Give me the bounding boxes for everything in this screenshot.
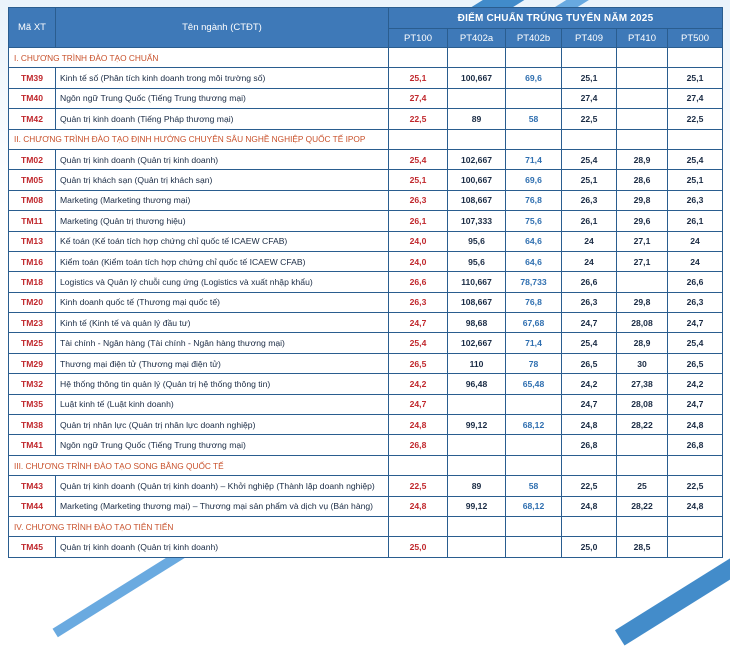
table-row	[9, 68, 723, 88]
score-cell: 76,8	[506, 190, 562, 210]
score-cell: 27,4	[668, 88, 723, 108]
score-cell: 26,5	[668, 353, 723, 373]
score-cell: 26,3	[668, 190, 723, 210]
score-cell	[448, 435, 506, 455]
score-cell: 75,6	[506, 211, 562, 231]
score-cell: 24,2	[389, 374, 448, 394]
score-cell	[617, 88, 668, 108]
score-cell: 26,3	[562, 292, 617, 312]
score-cell	[617, 109, 668, 129]
score-cell: 24,2	[668, 374, 723, 394]
score-cell: 25,0	[562, 537, 617, 557]
table-row	[9, 272, 723, 292]
table-row	[9, 109, 723, 129]
score-cell	[448, 88, 506, 108]
score-cell: 28,22	[617, 496, 668, 516]
table-row	[9, 476, 723, 496]
empty-cell	[562, 48, 617, 68]
program-code: TM43	[9, 476, 56, 496]
header-program-name: Tên ngành (CTĐT)	[56, 8, 389, 48]
table-row	[9, 251, 723, 271]
program-name: Tài chính - Ngân hàng (Tài chính - Ngân hàng thương mại)	[56, 333, 389, 353]
score-cell: 24,8	[562, 415, 617, 435]
empty-cell	[668, 129, 723, 149]
program-name: Ngôn ngữ Trung Quốc (Tiếng Trung thương mại)	[56, 88, 389, 108]
program-code: TM38	[9, 415, 56, 435]
program-name: Kinh tế số (Phân tích kinh doanh trong môi trường số)	[56, 68, 389, 88]
score-cell: 24,8	[562, 496, 617, 516]
score-cell: 24,7	[389, 313, 448, 333]
empty-cell	[389, 516, 448, 536]
score-cell	[448, 537, 506, 557]
score-cell: 67,68	[506, 313, 562, 333]
table-row	[9, 149, 723, 169]
score-cell: 89	[448, 476, 506, 496]
score-cell	[668, 537, 723, 557]
score-cell: 69,6	[506, 68, 562, 88]
empty-cell	[448, 129, 506, 149]
score-cell	[617, 272, 668, 292]
score-cell: 24,8	[668, 496, 723, 516]
table-row	[9, 190, 723, 210]
header-method: PT402a	[448, 29, 506, 48]
score-cell: 27,4	[562, 88, 617, 108]
table-row	[9, 170, 723, 190]
score-cell: 24,0	[389, 231, 448, 251]
score-cell: 107,333	[448, 211, 506, 231]
score-cell: 25,4	[389, 333, 448, 353]
program-code: TM02	[9, 149, 56, 169]
score-cell: 71,4	[506, 333, 562, 353]
score-cell: 58	[506, 476, 562, 496]
score-cell: 22,5	[668, 476, 723, 496]
table-row	[9, 415, 723, 435]
score-cell: 68,12	[506, 415, 562, 435]
admission-score-table	[8, 7, 723, 558]
program-name: Marketing (Marketing thương mại) – Thương mại sản phẩm và dịch vụ (Bán hàng)	[56, 496, 389, 516]
score-cell: 25,1	[562, 170, 617, 190]
score-cell: 30	[617, 353, 668, 373]
table-row	[9, 211, 723, 231]
score-cell: 28,22	[617, 415, 668, 435]
table-row	[9, 374, 723, 394]
score-cell: 89	[448, 109, 506, 129]
score-cell: 28,9	[617, 333, 668, 353]
score-cell: 108,667	[448, 190, 506, 210]
score-cell: 98,68	[448, 313, 506, 333]
table-row	[9, 313, 723, 333]
score-cell: 24	[562, 231, 617, 251]
empty-cell	[668, 48, 723, 68]
score-cell: 108,667	[448, 292, 506, 312]
header-method: PT100	[389, 29, 448, 48]
program-name: Hệ thống thông tin quản lý (Quản trị hệ thống thông tin)	[56, 374, 389, 394]
score-cell: 26,8	[389, 435, 448, 455]
score-cell: 26,1	[389, 211, 448, 231]
section-row	[9, 129, 723, 149]
section-label: II. CHƯƠNG TRÌNH ĐÀO TẠO ĐỊNH HƯỚNG CHUYÊN SÂU NGHỀ NGHIỆP QUỐC TẾ IPOP	[9, 129, 389, 149]
program-code: TM39	[9, 68, 56, 88]
score-cell: 24,7	[562, 313, 617, 333]
score-cell: 26,5	[562, 353, 617, 373]
score-cell: 28,9	[617, 149, 668, 169]
score-cell: 76,8	[506, 292, 562, 312]
program-code: TM45	[9, 537, 56, 557]
program-code: TM41	[9, 435, 56, 455]
program-code: TM16	[9, 251, 56, 271]
program-name: Kế toán (Kế toán tích hợp chứng chỉ quốc tế ICAEW CFAB)	[56, 231, 389, 251]
empty-cell	[562, 516, 617, 536]
section-row	[9, 455, 723, 475]
program-code: TM18	[9, 272, 56, 292]
table-row	[9, 394, 723, 414]
program-code: TM29	[9, 353, 56, 373]
score-cell: 24,7	[389, 394, 448, 414]
program-name: Quản trị kinh doanh (Quản trị kinh doanh) – Khởi nghiệp (Thành lập doanh nghiệp)	[56, 476, 389, 496]
table-row	[9, 353, 723, 373]
score-cell: 99,12	[448, 496, 506, 516]
score-cell: 102,667	[448, 149, 506, 169]
table-row	[9, 292, 723, 312]
score-cell: 24,7	[668, 313, 723, 333]
section-row	[9, 516, 723, 536]
header-method: PT402b	[506, 29, 562, 48]
score-cell	[506, 435, 562, 455]
program-name: Kiểm toán (Kiểm toán tích hợp chứng chỉ quốc tế ICAEW CFAB)	[56, 251, 389, 271]
header-method: PT409	[562, 29, 617, 48]
score-cell: 27,1	[617, 231, 668, 251]
score-cell: 78	[506, 353, 562, 373]
program-name: Quản trị kinh doanh (Tiếng Pháp thương mại)	[56, 109, 389, 129]
score-cell: 71,4	[506, 149, 562, 169]
score-cell: 25,4	[562, 333, 617, 353]
score-cell: 26,3	[389, 190, 448, 210]
section-label: I. CHƯƠNG TRÌNH ĐÀO TẠO CHUẨN	[9, 48, 389, 68]
program-code: TM25	[9, 333, 56, 353]
program-name: Quản trị khách sạn (Quản trị khách sạn)	[56, 170, 389, 190]
score-cell: 96,48	[448, 374, 506, 394]
score-cell: 68,12	[506, 496, 562, 516]
score-cell: 100,667	[448, 170, 506, 190]
section-row	[9, 48, 723, 68]
program-name: Thương mại điện tử (Thương mại điện tử)	[56, 353, 389, 373]
empty-cell	[562, 455, 617, 475]
program-code: TM11	[9, 211, 56, 231]
score-cell: 25,4	[668, 333, 723, 353]
score-cell: 26,6	[668, 272, 723, 292]
score-cell: 26,3	[389, 292, 448, 312]
program-name: Kinh tế (Kinh tế và quản lý đầu tư)	[56, 313, 389, 333]
empty-cell	[617, 455, 668, 475]
empty-cell	[562, 129, 617, 149]
empty-cell	[448, 516, 506, 536]
score-cell: 25,1	[562, 68, 617, 88]
program-code: TM23	[9, 313, 56, 333]
program-name: Quản trị kinh doanh (Quản trị kinh doanh)	[56, 537, 389, 557]
score-cell: 26,6	[389, 272, 448, 292]
score-cell: 110,667	[448, 272, 506, 292]
section-label: III. CHƯƠNG TRÌNH ĐÀO TẠO SONG BẰNG QUỐC TẾ	[9, 455, 389, 475]
empty-cell	[506, 455, 562, 475]
score-cell: 22,5	[562, 109, 617, 129]
program-name: Kinh doanh quốc tế (Thương mại quốc tế)	[56, 292, 389, 312]
empty-cell	[389, 48, 448, 68]
score-cell: 24	[668, 251, 723, 271]
score-cell: 26,8	[668, 435, 723, 455]
score-cell: 24	[668, 231, 723, 251]
empty-cell	[448, 455, 506, 475]
score-cell: 25,1	[668, 68, 723, 88]
score-cell: 24,0	[389, 251, 448, 271]
program-code: TM42	[9, 109, 56, 129]
score-cell: 26,1	[668, 211, 723, 231]
score-cell: 64,6	[506, 231, 562, 251]
score-cell: 25,4	[562, 149, 617, 169]
program-code: TM35	[9, 394, 56, 414]
empty-cell	[389, 455, 448, 475]
program-name: Marketing (Marketing thương mại)	[56, 190, 389, 210]
program-name: Luật kinh tế (Luật kinh doanh)	[56, 394, 389, 414]
table-row	[9, 88, 723, 108]
score-cell: 64,6	[506, 251, 562, 271]
program-code: TM32	[9, 374, 56, 394]
score-cell	[506, 537, 562, 557]
score-cell: 29,8	[617, 292, 668, 312]
score-cell: 28,5	[617, 537, 668, 557]
program-code: TM05	[9, 170, 56, 190]
score-cell: 65,48	[506, 374, 562, 394]
score-cell	[506, 394, 562, 414]
score-cell: 58	[506, 109, 562, 129]
score-cell: 26,3	[562, 190, 617, 210]
empty-cell	[389, 129, 448, 149]
program-code: TM44	[9, 496, 56, 516]
program-code: TM20	[9, 292, 56, 312]
table-row	[9, 537, 723, 557]
score-cell: 22,5	[562, 476, 617, 496]
empty-cell	[506, 129, 562, 149]
empty-cell	[506, 48, 562, 68]
score-cell: 28,08	[617, 394, 668, 414]
score-cell: 25,0	[389, 537, 448, 557]
score-cell: 24,8	[389, 496, 448, 516]
score-cell: 22,5	[389, 476, 448, 496]
program-code: TM08	[9, 190, 56, 210]
score-cell: 24,7	[668, 394, 723, 414]
score-cell: 28,08	[617, 313, 668, 333]
table-row	[9, 333, 723, 353]
score-cell: 110	[448, 353, 506, 373]
score-cell: 27,38	[617, 374, 668, 394]
score-cell	[506, 88, 562, 108]
program-code: TM13	[9, 231, 56, 251]
score-cell	[448, 394, 506, 414]
score-cell: 25,1	[389, 170, 448, 190]
header-title: ĐIỂM CHUẨN TRÚNG TUYỂN NĂM 2025	[389, 8, 723, 29]
score-cell: 99,12	[448, 415, 506, 435]
score-cell: 95,6	[448, 251, 506, 271]
empty-cell	[617, 48, 668, 68]
score-cell: 100,667	[448, 68, 506, 88]
score-cell: 29,8	[617, 190, 668, 210]
score-cell: 25,1	[668, 170, 723, 190]
score-cell: 26,6	[562, 272, 617, 292]
score-cell: 78,733	[506, 272, 562, 292]
score-cell: 26,8	[562, 435, 617, 455]
score-cell: 24,8	[668, 415, 723, 435]
program-name: Ngôn ngữ Trung Quốc (Tiếng Trung thương mại)	[56, 435, 389, 455]
empty-cell	[668, 516, 723, 536]
score-cell: 95,6	[448, 231, 506, 251]
score-cell: 24,8	[389, 415, 448, 435]
score-cell: 25,4	[668, 149, 723, 169]
section-label: IV. CHƯƠNG TRÌNH ĐÀO TẠO TIÊN TIẾN	[9, 516, 389, 536]
score-cell: 22,5	[668, 109, 723, 129]
score-cell: 27,4	[389, 88, 448, 108]
score-cell	[617, 68, 668, 88]
score-cell: 25,4	[389, 149, 448, 169]
empty-cell	[617, 516, 668, 536]
empty-cell	[448, 48, 506, 68]
score-cell: 25,1	[389, 68, 448, 88]
empty-cell	[506, 516, 562, 536]
score-cell	[617, 435, 668, 455]
program-name: Quản trị kinh doanh (Quản trị kinh doanh)	[56, 149, 389, 169]
program-name: Marketing (Quản trị thương hiệu)	[56, 211, 389, 231]
empty-cell	[668, 455, 723, 475]
score-cell: 25	[617, 476, 668, 496]
score-cell: 24,7	[562, 394, 617, 414]
table-row	[9, 496, 723, 516]
score-cell: 24,2	[562, 374, 617, 394]
score-cell: 28,6	[617, 170, 668, 190]
header-method: PT500	[668, 29, 723, 48]
table-row	[9, 231, 723, 251]
table-row	[9, 435, 723, 455]
header-method: PT410	[617, 29, 668, 48]
empty-cell	[617, 129, 668, 149]
score-cell: 27,1	[617, 251, 668, 271]
score-cell: 29,6	[617, 211, 668, 231]
program-name: Logistics và Quản lý chuỗi cung ứng (Logistics và xuất nhập khẩu)	[56, 272, 389, 292]
score-cell: 26,1	[562, 211, 617, 231]
header-code: Mã XT	[9, 8, 56, 48]
program-name: Quản trị nhân lực (Quản trị nhân lực doanh nghiệp)	[56, 415, 389, 435]
score-cell: 26,3	[668, 292, 723, 312]
program-code: TM40	[9, 88, 56, 108]
score-cell: 26,5	[389, 353, 448, 373]
score-cell: 102,667	[448, 333, 506, 353]
score-cell: 24	[562, 251, 617, 271]
score-cell: 22,5	[389, 109, 448, 129]
score-cell: 69,6	[506, 170, 562, 190]
